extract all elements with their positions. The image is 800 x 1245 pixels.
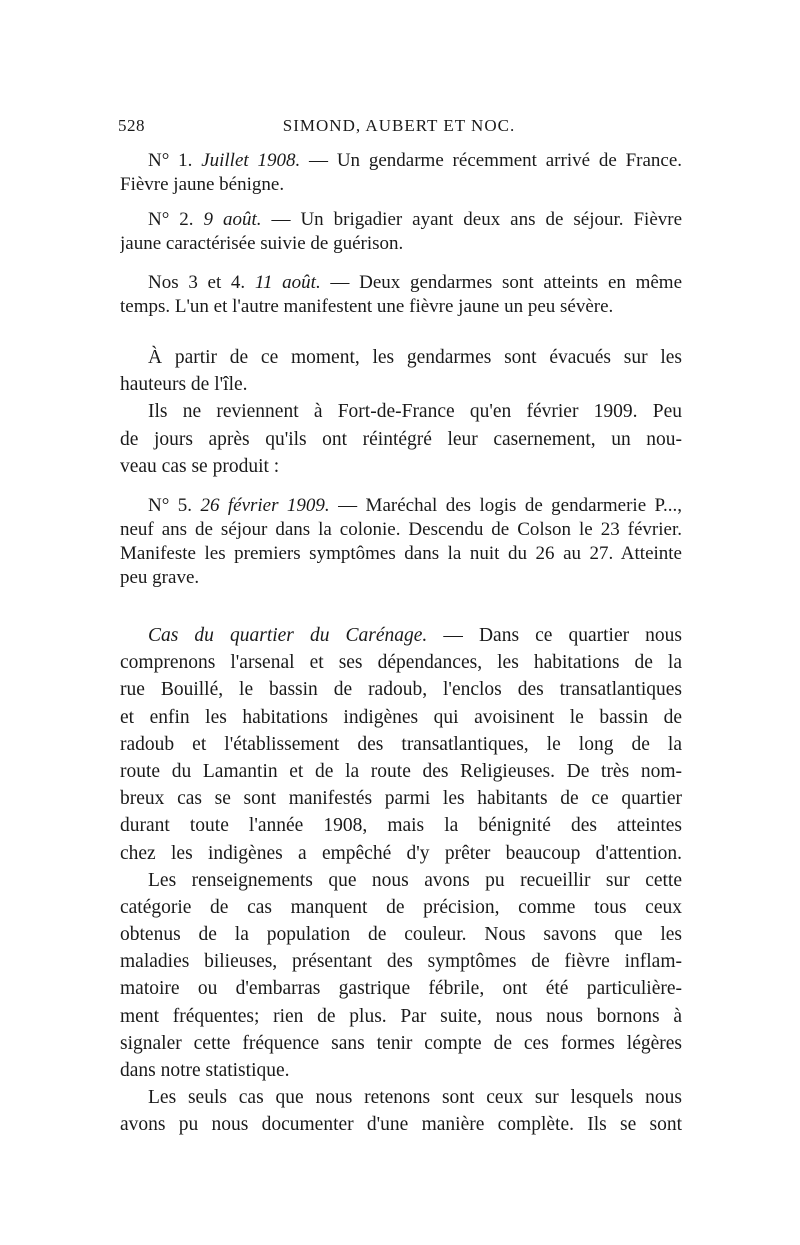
case-line: Manifeste les premiers symptômes dans la nuit du 26 au 27. Atteinte	[120, 543, 682, 564]
case-date: Juillet 1908.	[201, 150, 301, 171]
text-line: radoub et l'établissement des transatlantiques, le long de la	[120, 733, 682, 755]
text-line: obtenus de la population de couleur. Nous savons que les	[120, 924, 682, 946]
text-line: signaler cette fréquence sans tenir compte de ces formes légères	[120, 1032, 682, 1054]
case-date: 26 février 1909.	[200, 495, 330, 516]
case-date: 9 août.	[203, 209, 262, 230]
text-line: comprenons l'arsenal et ses dépendances, les habitations de la	[120, 652, 682, 674]
case-line: Fièvre jaune bénigne.	[120, 174, 285, 195]
case-line	[120, 208, 682, 232]
text-line: dans notre statistique.	[120, 1060, 290, 1081]
case-number: N° 5.	[148, 495, 192, 516]
text-line: rue Bouillé, le bassin de radoub, l'enclos des transatlantiques	[120, 679, 682, 701]
text-line: À partir de ce moment, les gendarmes sont évacués sur les	[148, 347, 682, 368]
page-header	[118, 116, 680, 140]
text-line: Ils ne reviennent à Fort-de-France qu'en février 1909. Peu	[148, 401, 682, 423]
case-number: N° 1.	[148, 150, 193, 171]
case-entry-5	[120, 494, 682, 590]
page-number: 528	[118, 116, 145, 135]
case-line	[120, 149, 682, 173]
case-text: — Maréchal des logis de gendarmerie P...,	[338, 495, 682, 516]
case-entry-1	[120, 149, 682, 197]
case-number: N° 2.	[148, 209, 194, 230]
text-line: route du Lamantin et de la route des Religieuses. De très nom-	[120, 760, 682, 782]
text-line: Les renseignements que nous avons pu recueillir sur cette	[148, 869, 682, 891]
text-line: de jours après qu'ils ont réintégré leur casernement, un nou-	[120, 428, 682, 450]
case-line: peu grave.	[120, 567, 200, 588]
section-title: Cas du quartier du Carénage.	[148, 625, 428, 646]
text-line: maladies bilieuses, présentant des symptômes de fièvre inflam-	[120, 951, 682, 973]
text-line: durant toute l'année 1908, mais la bénignité des atteintes	[120, 815, 682, 837]
case-entry-3-4	[120, 271, 682, 319]
text-line: catégorie de cas manquent de précision, comme tous ceux	[120, 896, 682, 918]
text-line: matoire ou d'embarras gastrique fébrile, ont été particulière-	[120, 978, 682, 1000]
text-line: veau cas se produit :	[120, 455, 280, 477]
text-line: breux cas se sont manifestés parmi les habitants de ce quartier	[120, 788, 682, 810]
case-number: Nos 3 et 4.	[148, 272, 246, 293]
text-line: Les seuls cas que nous retenons sont ceux sur lesquels nous	[148, 1087, 682, 1109]
text-line: et enfin les habitations indigènes qui avoisinent le bassin de	[120, 706, 682, 728]
text-line: chez les indigènes a empêché d'y prêter beaucoup d'attention.	[120, 842, 682, 864]
case-line	[120, 494, 682, 518]
case-text: — Deux gendarmes sont atteints en même	[330, 272, 682, 293]
running-head: SIMOND, AUBERT ET NOC.	[282, 116, 516, 135]
section-text: — Dans ce quartier nous	[443, 625, 682, 646]
section-carenage	[120, 622, 682, 1139]
section-first-line	[120, 622, 682, 649]
case-line: jaune caractérisée suivie de guérison.	[120, 233, 404, 254]
text-line: avons pu nous documenter d'une manière complète. Ils se sont	[120, 1114, 682, 1136]
case-text: — Un gendarme récemment arrivé de France.	[309, 150, 682, 171]
text-line: ment fréquentes; rien de plus. Par suite, nous nous bornons à	[120, 1005, 682, 1027]
case-text: — Un brigadier ayant deux ans de séjour. Fièvre	[271, 209, 682, 230]
paragraph-evacuation	[120, 344, 682, 480]
case-date: 11 août.	[254, 272, 321, 293]
case-line: neuf ans de séjour dans la colonie. Descendu de Colson le 23 février.	[120, 519, 682, 540]
case-line: temps. L'un et l'autre manifestent une fièvre jaune un peu sévère.	[120, 296, 614, 317]
case-entry-2	[120, 208, 682, 256]
text-line: hauteurs de l'île.	[120, 374, 248, 396]
case-line	[120, 271, 682, 295]
